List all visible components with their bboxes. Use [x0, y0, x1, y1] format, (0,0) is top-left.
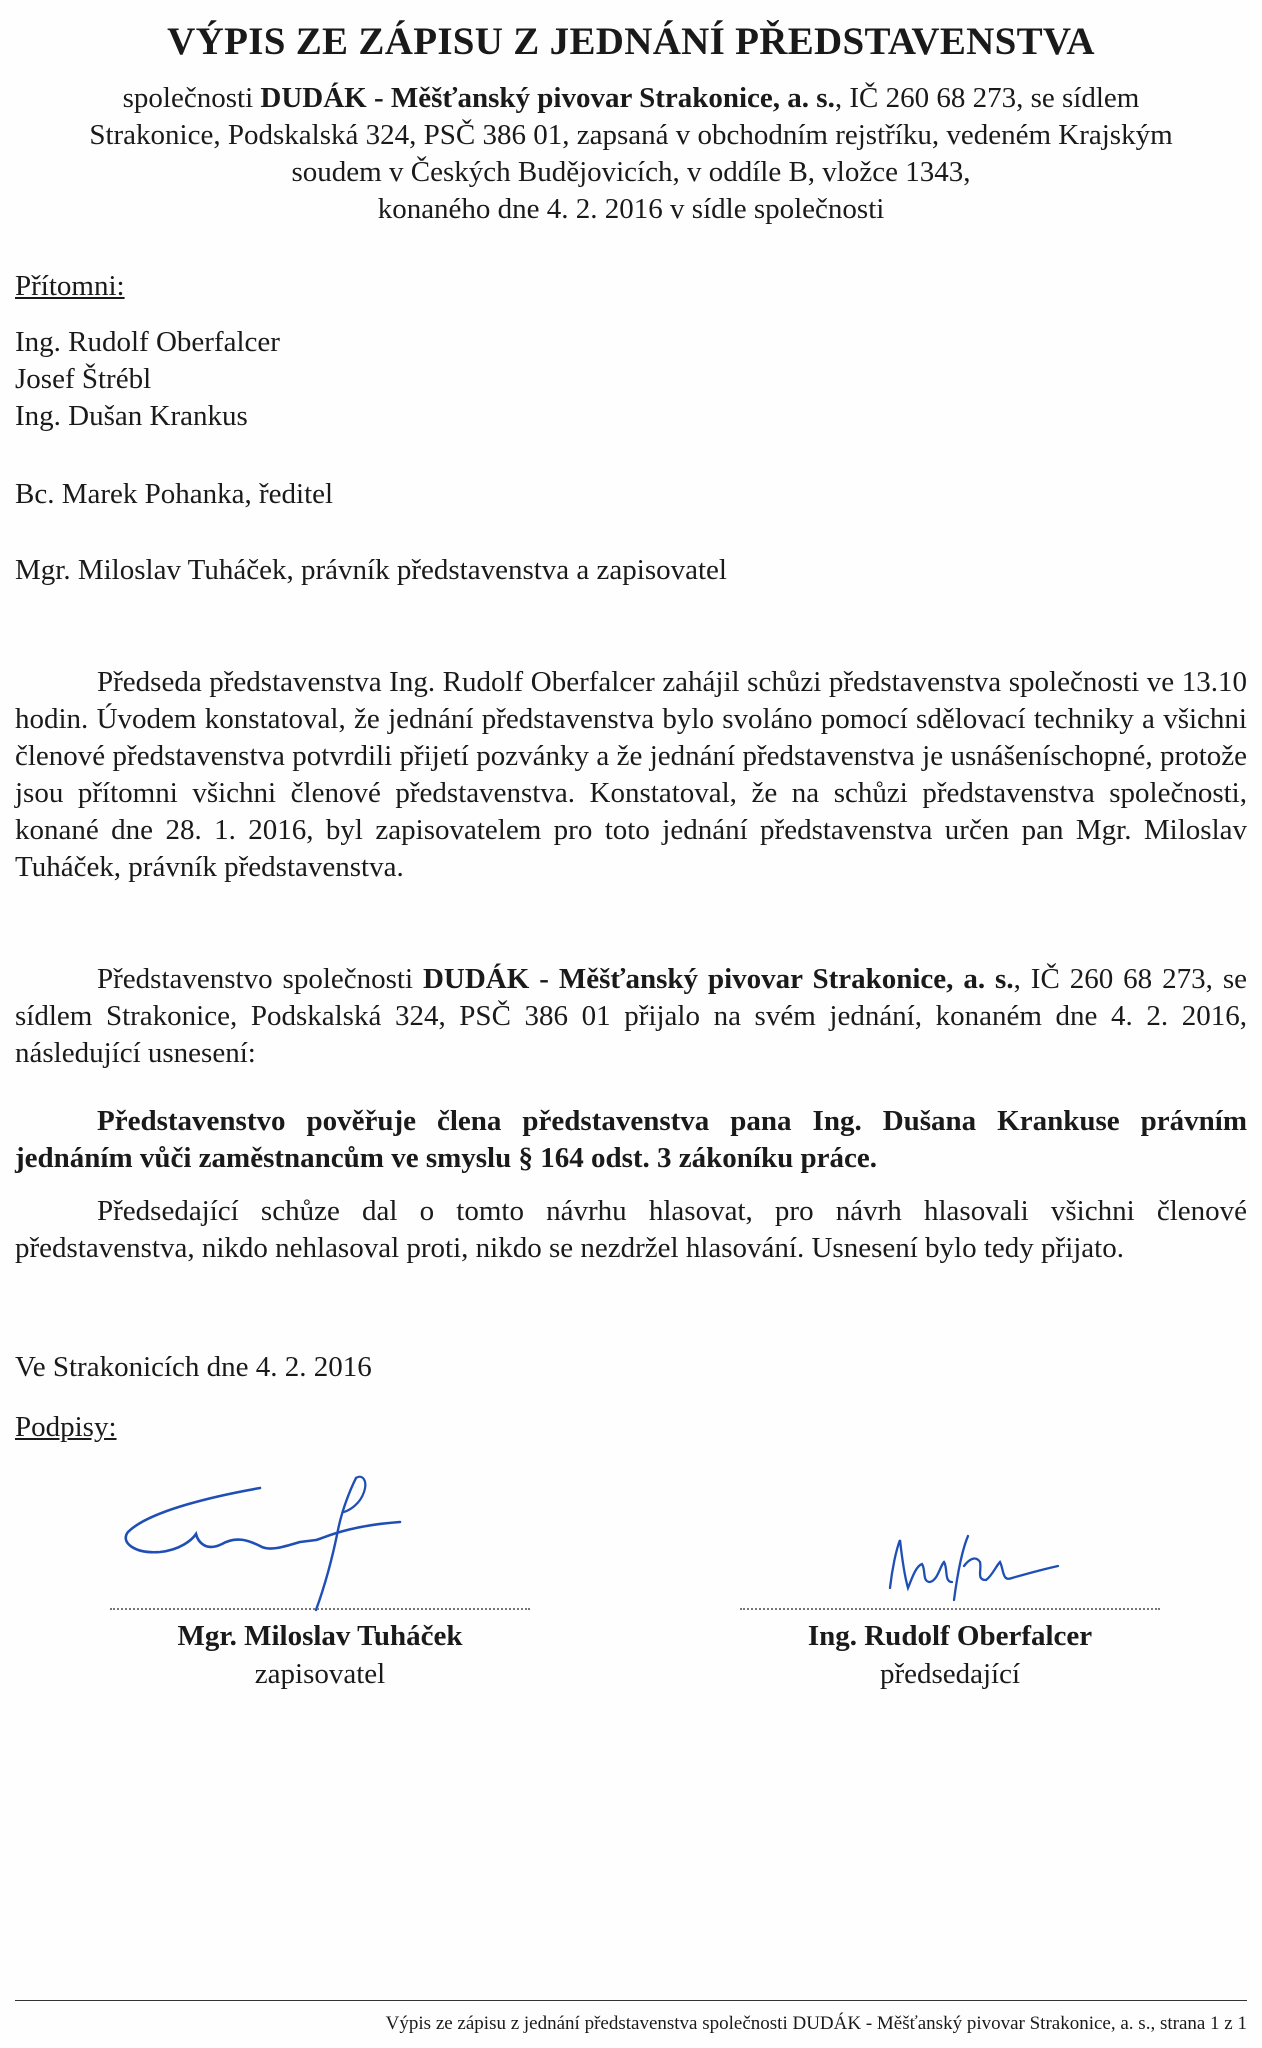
signature-line — [740, 1608, 1160, 1610]
place-date: Ve Strakonicích dne 4. 2. 2016 — [15, 1351, 372, 1383]
document-title: VÝPIS ZE ZÁPISU Z JEDNÁNÍ PŘEDSTAVENSTVA — [167, 20, 1095, 63]
present-heading: Přítomni: — [15, 270, 125, 302]
footer-divider — [15, 2000, 1247, 2001]
handwritten-signature-icon — [740, 1470, 1160, 1610]
member-item: Ing. Dušan Krankus — [15, 400, 248, 432]
company-name: DUDÁK - Měšťanský pivovar Strakonice, a. s. — [260, 82, 835, 114]
header-line-2: Strakonice, Podskalská 324, PSČ 386 01, zapsaná v obchodním rejstříku, vedeném Krajským — [89, 119, 1173, 151]
paragraph-board-resolution-intro: Představenstvo společnosti DUDÁK - Měšťanský pivovar Strakonice, a. s., IČ 260 68 273, se sídlem Strakonice, Podskalská 324, PSČ 386 01 přijalo na svém jednání, konaném dne 4. 2. 2016, následující usnesení: — [15, 963, 1247, 1069]
document-header — [40, 80, 1222, 228]
signer-name: Mgr. Miloslav Tuháček — [177, 1620, 463, 1652]
signature-block-recorder — [110, 1470, 530, 1700]
lawyer-line: Mgr. Miloslav Tuháček, právník představenstva a zapisovatel — [15, 554, 727, 586]
member-item: Ing. Rudolf Oberfalcer — [15, 326, 280, 358]
header-line-3: soudem v Českých Budějovicích, v oddíle B, vložce 1343, — [291, 156, 971, 188]
signer-role: zapisovatel — [254, 1658, 386, 1690]
header-line-1: společnosti DUDÁK - Měšťanský pivovar Strakonice, a. s., IČ 260 68 273, se sídlem — [122, 82, 1140, 114]
members-list — [15, 324, 280, 435]
signature-line — [110, 1608, 530, 1610]
member-item: Josef Štrébl — [15, 363, 152, 395]
director-line: Bc. Marek Pohanka, ředitel — [15, 478, 334, 510]
signatures-label: Podpisy: — [15, 1411, 117, 1443]
signer-role: předsedající — [879, 1658, 1021, 1690]
resolution-text: Představenstvo pověřuje člena představenstva pana Ing. Dušana Krankuse právním jednáním vůči zaměstnancům ve smyslu § 164 odst. 3 zákoníku práce. — [15, 1105, 1247, 1174]
handwritten-signature-icon — [110, 1470, 530, 1610]
header-line-4: konaného dne 4. 2. 2016 v sídle společnosti — [377, 193, 885, 225]
signer-name: Ing. Rudolf Oberfalcer — [807, 1620, 1093, 1652]
page-footer: Výpis ze zápisu z jednání představenstva společnosti DUDÁK - Měšťanský pivovar Strakonice, a. s., strana 1 z 1 — [385, 2013, 1247, 2034]
paragraph-opening: Předseda představenstva Ing. Rudolf Oberfalcer zahájil schůzi představenstva společnosti ve 13.10 hodin. Úvodem konstatoval, že jednání představenstva bylo svoláno pomocí sdělovací techniky a všichni členové představenstva potvrdili přijetí pozvánky a že jednání představenstva je usnášeníschopné, protože jsou přítomni všichni členové představenstva. Konstatoval, že na schůzi představenstva společnosti, konané dne 28. 1. 2016, byl zapisovatelem pro toto jednání představenstva určen pan Mgr. Miloslav Tuháček, právník představenstva. — [15, 666, 1247, 883]
paragraph-vote: Předsedající schůze dal o tomto návrhu hlasovat, pro návrh hlasovali všichni členové představenstva, nikdo nehlasoval proti, nikdo se nezdržel hlasování. Usnesení bylo tedy přijato. — [15, 1195, 1247, 1264]
signature-block-chair — [740, 1470, 1160, 1700]
company-name: DUDÁK - Měšťanský pivovar Strakonice, a. s. — [422, 963, 1014, 995]
